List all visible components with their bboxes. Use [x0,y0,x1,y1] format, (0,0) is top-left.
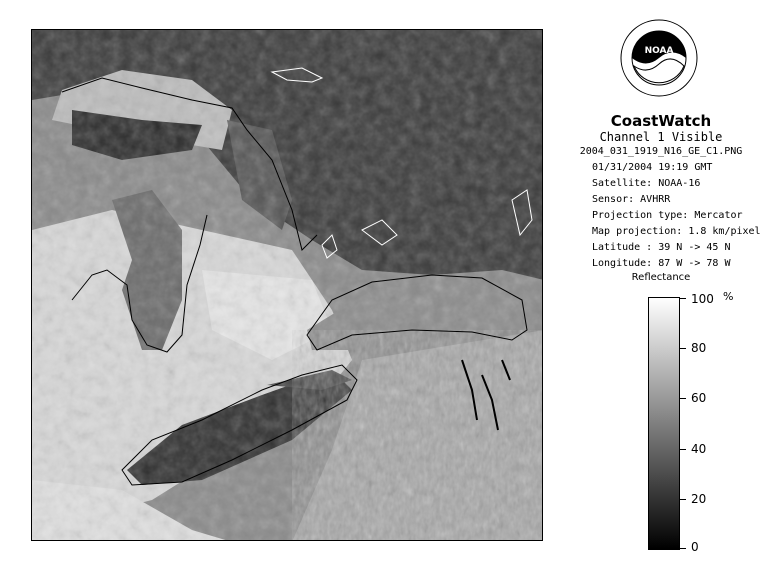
scale-tick [680,398,686,399]
scale-tick-label: 40 [691,442,707,456]
sensor-info: Sensor: AVHRR [592,194,671,205]
reflectance-scale [648,297,680,550]
satellite-info: Satellite: NOAA-16 [592,178,701,189]
scale-tick-label: 60 [691,391,707,405]
noaa-logo-icon [620,19,698,97]
latitude-range: Latitude : 39 N -> 45 N [592,242,731,253]
longitude-range: Longitude: 87 W -> 78 W [592,258,731,269]
app-title: CoastWatch [610,112,712,130]
date-time: 01/31/2004 19:19 GMT [592,162,713,173]
scale-tick-label: 80 [691,341,707,355]
scale-tick [680,499,686,500]
projection-type: Projection type: Mercator [592,210,743,221]
scale-tick-label: 100 [691,292,714,306]
scale-tick [680,449,686,450]
file-name: 2004_031_1919_N16_GE_C1.PNG [579,146,743,157]
scale-tick [680,348,686,349]
satellite-image [31,29,543,541]
legend-label: Reflectance [631,272,691,283]
channel-label: Channel 1 Visible [599,130,723,144]
map-projection: Map projection: 1.8 km/pixel [592,226,761,237]
scale-tick [680,298,686,299]
scale-tick [680,548,686,549]
scale-tick-label: 0 [691,540,699,554]
logo-text: NOAA [644,46,674,56]
scale-tick-label: 20 [691,492,707,506]
legend-unit: % [723,290,734,303]
